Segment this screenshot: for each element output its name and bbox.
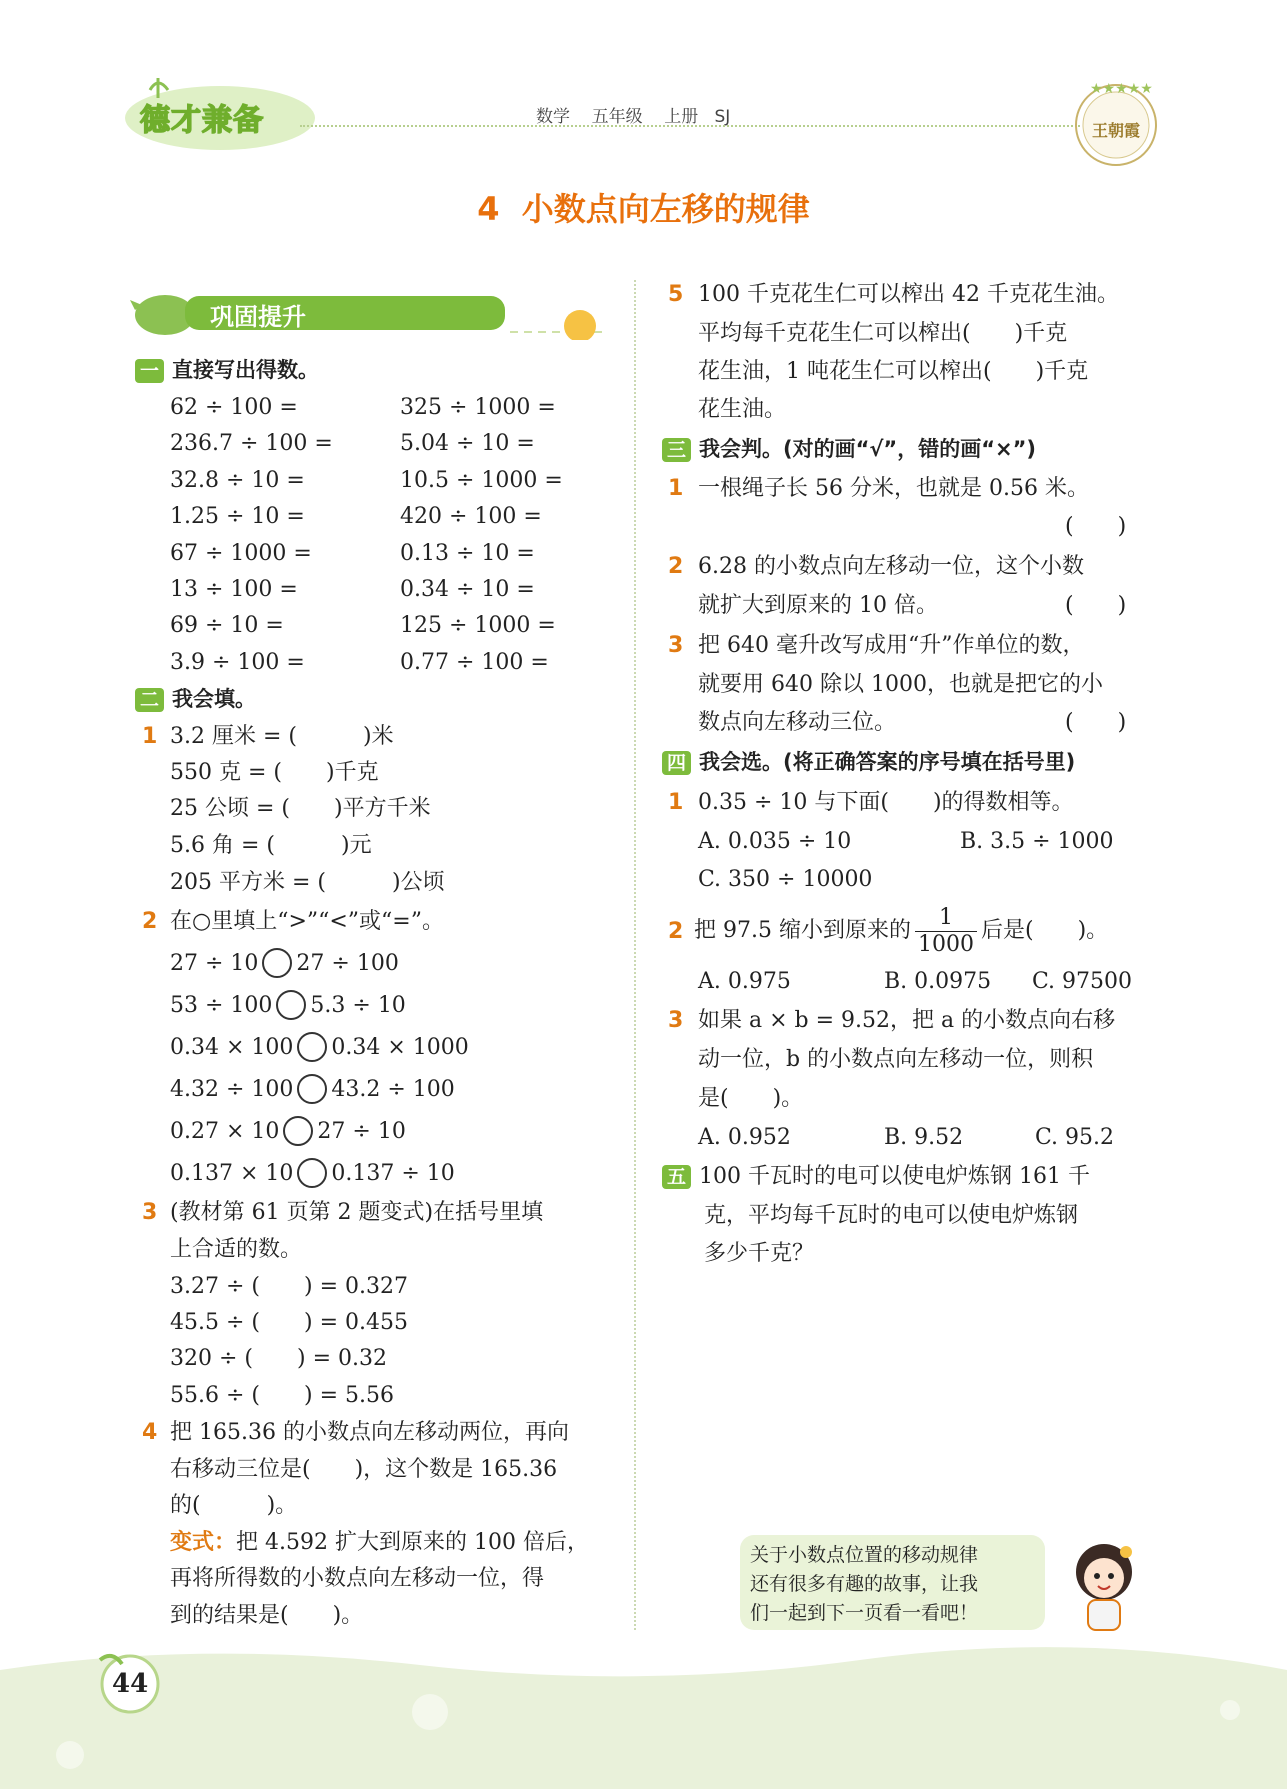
calc-item: 5.04 ÷ 10 = xyxy=(400,431,535,456)
compare-right: 0.34 × 1000 xyxy=(331,1035,469,1060)
question-number: 5 xyxy=(668,282,684,307)
fill-item: 25 公顷 = ( )平方千米 xyxy=(170,796,431,821)
tip-text: 关于小数点位置的移动规律 xyxy=(750,1544,979,1566)
option-a[interactable]: A. 0.975 xyxy=(698,969,791,994)
question-text: 就要用 640 除以 1000，也就是把它的小 xyxy=(698,672,1103,697)
calc-item: 10.5 ÷ 1000 = xyxy=(400,468,563,493)
question-number: 1 xyxy=(668,790,684,815)
question-prompt: 在○里填上“>”“<”或“=”。 xyxy=(170,909,444,934)
question-text: 的( )。 xyxy=(170,1493,298,1518)
compare-left: 27 ÷ 10 xyxy=(170,951,259,976)
compare-left: 0.137 × 10 xyxy=(170,1161,294,1186)
part3-badge: 三 xyxy=(662,438,691,462)
question-number: 2 xyxy=(142,909,158,934)
question-text: 花生油。 xyxy=(698,397,787,422)
compare-right: 5.3 ÷ 10 xyxy=(310,993,406,1018)
variant-text: 到的结果是( )。 xyxy=(170,1603,364,1628)
compare-row xyxy=(170,1074,455,1104)
calc-item: 13 ÷ 100 = xyxy=(170,577,298,602)
part5-row xyxy=(662,1163,1090,1191)
header-volume: 上册 xyxy=(664,107,699,127)
part3-heading: 我会判。(对的画“√”，错的画“×”) xyxy=(699,437,1037,461)
part4-heading-row xyxy=(662,748,1075,777)
part5-badge: 五 xyxy=(662,1165,691,1189)
question-text: 是( )。 xyxy=(698,1086,804,1111)
fill-item: 320 ÷ ( ) = 0.32 xyxy=(170,1346,387,1371)
calc-item: 3.9 ÷ 100 = xyxy=(170,650,305,675)
question-text: 把 640 毫升改写成用“升”作单位的数， xyxy=(698,633,1085,658)
fill-item: 3.2 厘米 = ( )米 xyxy=(170,724,394,749)
compare-left: 4.32 ÷ 100 xyxy=(170,1077,294,1102)
compare-right: 27 ÷ 100 xyxy=(296,951,399,976)
question-text: 数点向左移动三位。 xyxy=(698,710,897,735)
header-edition: SJ xyxy=(714,107,731,127)
question-text: 动一位，b 的小数点向左移动一位，则积 xyxy=(698,1047,1094,1072)
compare-right: 27 ÷ 10 xyxy=(317,1119,406,1144)
compare-circle[interactable] xyxy=(283,1116,313,1146)
part2-badge: 二 xyxy=(135,688,164,712)
part3-heading-row xyxy=(662,435,1036,464)
part1-heading: 直接写出得数。 xyxy=(172,358,320,382)
question-text: 右移动三位是( )，这个数是 165.36 xyxy=(170,1457,558,1482)
tip-text: 还有很多有趣的故事，让我 xyxy=(750,1573,979,1595)
part1-heading-row xyxy=(135,356,319,385)
fill-item: 5.6 角 = ( )元 xyxy=(170,833,372,858)
option-b[interactable]: B. 3.5 ÷ 1000 xyxy=(960,829,1114,854)
header-subject: 数学 xyxy=(536,107,570,127)
question-number: 3 xyxy=(668,633,684,658)
question-text-post: 后是( )。 xyxy=(980,918,1109,943)
option-c[interactable]: C. 97500 xyxy=(1032,969,1133,994)
calc-item: 236.7 ÷ 100 = xyxy=(170,431,333,456)
section-banner-label: 巩固提升 xyxy=(210,303,306,331)
compare-left: 0.34 × 100 xyxy=(170,1035,294,1060)
question-number: 1 xyxy=(668,476,684,501)
question-number: 2 xyxy=(668,554,684,579)
whale-icon xyxy=(130,280,610,340)
calc-item: 420 ÷ 100 = xyxy=(400,504,542,529)
part4-heading: 我会选。(将正确答案的序号填在括号里) xyxy=(699,750,1076,774)
calc-item: 0.34 ÷ 10 = xyxy=(400,577,535,602)
question-number: 4 xyxy=(142,1420,158,1445)
variant-row xyxy=(170,1529,589,1557)
answer-paren[interactable]: ( ) xyxy=(1065,593,1127,618)
question-text: 上合适的数。 xyxy=(170,1237,303,1262)
part2-heading: 我会填。 xyxy=(172,687,257,711)
compare-row xyxy=(170,1116,406,1146)
page-number: 44 xyxy=(112,1669,149,1699)
question-text: (教材第 61 页第 2 题变式)在括号里填 xyxy=(170,1200,544,1225)
question-text: 如果 a × b = 9.52，把 a 的小数点向右移 xyxy=(698,1008,1116,1033)
question-text: 100 千瓦时的电可以使电炉炼钢 161 千 xyxy=(699,1164,1090,1189)
compare-circle[interactable] xyxy=(276,990,306,1020)
question-text: 多少千克？ xyxy=(704,1241,815,1266)
fraction xyxy=(915,905,977,958)
girl-character-icon xyxy=(1060,1530,1150,1640)
option-c[interactable]: C. 95.2 xyxy=(1035,1125,1115,1150)
question-number: 3 xyxy=(142,1200,158,1225)
compare-circle[interactable] xyxy=(297,1074,327,1104)
fill-item: 45.5 ÷ ( ) = 0.455 xyxy=(170,1310,408,1335)
svg-text:★★★★★: ★★★★★ xyxy=(1090,81,1153,97)
part1-badge: 一 xyxy=(135,359,164,383)
calc-item: 69 ÷ 10 = xyxy=(170,613,284,638)
seal-text: 王朝霞 xyxy=(1092,121,1141,140)
question-text: 一根绳子长 56 分米，也就是 0.56 米。 xyxy=(698,476,1089,501)
variant-text: 把 4.592 扩大到原来的 100 倍后， xyxy=(236,1530,589,1555)
part4-badge: 四 xyxy=(662,751,691,775)
calc-item: 67 ÷ 1000 = xyxy=(170,541,312,566)
calc-item: 32.8 ÷ 10 = xyxy=(170,468,305,493)
question-text xyxy=(694,903,1108,959)
compare-left: 53 ÷ 100 xyxy=(170,993,273,1018)
calc-item: 125 ÷ 1000 = xyxy=(400,613,556,638)
option-a[interactable]: A. 0.035 ÷ 10 xyxy=(698,829,852,854)
compare-right: 43.2 ÷ 100 xyxy=(331,1077,455,1102)
compare-left: 0.27 × 10 xyxy=(170,1119,280,1144)
question-text: 花生油，1 吨花生仁可以榨出( )千克 xyxy=(698,359,1089,384)
question-text: 6.28 的小数点向左移动一位，这个小数 xyxy=(698,554,1084,579)
question-number: 1 xyxy=(142,724,158,749)
calc-item: 0.13 ÷ 10 = xyxy=(400,541,535,566)
option-b[interactable]: B. 9.52 xyxy=(884,1125,964,1150)
variant-text: 再将所得数的小数点向左移动一位，得 xyxy=(170,1566,545,1591)
fill-item: 550 克 = ( )千克 xyxy=(170,760,379,785)
compare-circle[interactable] xyxy=(297,1032,327,1062)
fill-item: 3.27 ÷ ( ) = 0.327 xyxy=(170,1274,408,1299)
header-grade: 五年级 xyxy=(591,107,643,127)
header-divider xyxy=(300,125,1080,127)
question-text-pre: 把 97.5 缩小到原来的 xyxy=(694,918,911,943)
compare-right: 0.137 ÷ 10 xyxy=(331,1161,455,1186)
fraction-numerator: 1 xyxy=(915,905,977,932)
fraction-denominator: 1000 xyxy=(917,931,974,957)
variant-label: 变式： xyxy=(170,1530,237,1555)
column-divider xyxy=(634,280,636,1630)
brand-name: 德才兼备 xyxy=(140,103,264,138)
question-text: 100 千克花生仁可以榨出 42 千克花生油。 xyxy=(698,282,1119,307)
compare-row xyxy=(170,1032,469,1062)
tip-text: 们一起到下一页看一看吧！ xyxy=(750,1602,979,1624)
bottom-wave-decoration xyxy=(0,1640,1287,1789)
question-text: 就扩大到原来的 10 倍。 xyxy=(698,593,938,618)
page-title: 4 小数点向左移的规律 xyxy=(477,190,810,228)
calc-item: 325 ÷ 1000 = xyxy=(400,395,556,420)
option-a[interactable]: A. 0.952 xyxy=(698,1125,791,1150)
answer-paren[interactable]: ( ) xyxy=(1065,710,1127,735)
compare-row xyxy=(170,1158,455,1188)
compare-circle[interactable] xyxy=(262,948,292,978)
fill-item: 55.6 ÷ ( ) = 5.56 xyxy=(170,1383,394,1408)
question-text: 克，平均每千瓦时的电可以使电炉炼钢 xyxy=(704,1203,1079,1228)
compare-circle[interactable] xyxy=(297,1158,327,1188)
fill-item: 205 平方米 = ( )公顷 xyxy=(170,870,445,895)
question-number: 2 xyxy=(668,919,684,944)
part2-heading-row xyxy=(135,685,256,714)
question-number: 3 xyxy=(668,1008,684,1033)
option-b[interactable]: B. 0.0975 xyxy=(884,969,992,994)
calc-item: 62 ÷ 100 = xyxy=(170,395,298,420)
answer-paren[interactable]: ( ) xyxy=(1065,514,1127,539)
question-text: 把 165.36 的小数点向左移动两位，再向 xyxy=(170,1420,569,1445)
question-text: 0.35 ÷ 10 与下面( )的得数相等。 xyxy=(698,790,1074,815)
option-c[interactable]: C. 350 ÷ 10000 xyxy=(698,867,873,892)
compare-row xyxy=(170,990,406,1020)
question-text: 平均每千克花生仁可以榨出( )千克 xyxy=(698,321,1068,346)
calc-item: 1.25 ÷ 10 = xyxy=(170,504,305,529)
compare-row xyxy=(170,948,399,978)
calc-item: 0.77 ÷ 100 = xyxy=(400,650,549,675)
